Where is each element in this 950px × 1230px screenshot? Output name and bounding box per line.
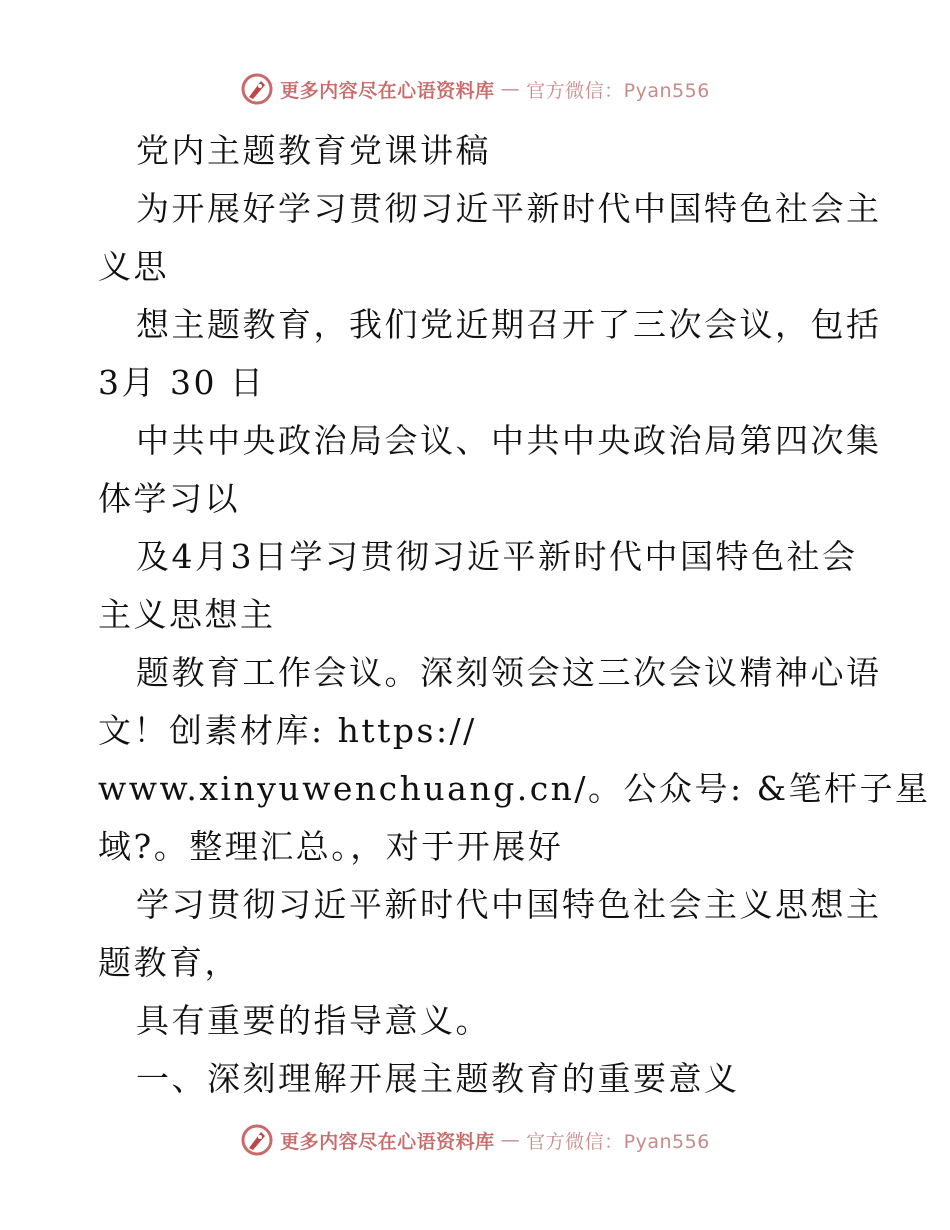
paragraph-line: 主义思想主 <box>98 595 276 634</box>
footer-watermark <box>0 1120 950 1160</box>
paragraph-line: 题教育工作会议。深刻领会这三次会议精神心语 <box>136 653 882 692</box>
paragraph-line: 学习贯彻习近平新时代中国特色社会主义思想主 <box>136 885 882 924</box>
paragraph-line: 体学习以 <box>98 479 240 518</box>
paragraph-line: 具有重要的指导意义。 <box>136 1001 491 1040</box>
paragraph-line: 题教育， <box>98 943 240 982</box>
watermark-separator: — <box>500 1129 521 1151</box>
paragraph-line: 3月 30 日 <box>98 363 266 402</box>
watermark-text: 更多内容尽在心语资料库 <box>280 1130 495 1153</box>
paragraph-line: 为开展好学习贯彻习近平新时代中国特色社会主 <box>136 189 882 228</box>
paragraph-line: 义思 <box>98 247 169 286</box>
paragraph-line: www.xinyuwenchuang.cn/。公众号: &笔杆子星 <box>98 769 931 808</box>
document-title: 党内主题教育党课讲稿 <box>136 131 491 170</box>
section-heading: 一、深刻理解开展主题教育的重要意义 <box>136 1059 740 1098</box>
pen-nib-logo-icon <box>240 72 274 106</box>
paragraph-line: 中共中央政治局会议、中共中央政治局第四次集 <box>136 421 882 460</box>
header-watermark <box>0 69 950 109</box>
watermark-contact: 官方微信：Pyan556 <box>526 1130 710 1153</box>
paragraph-line: 及4月3日学习贯彻习近平新时代中国特色社会 <box>136 537 858 576</box>
pen-nib-logo-icon <box>240 1123 274 1157</box>
paragraph-line: 域?。整理汇总。，对于开展好 <box>98 827 564 866</box>
paragraph-line: 想主题教育，我们党近期召开了三次会议，包括 <box>136 305 882 344</box>
watermark-text: 更多内容尽在心语资料库 <box>280 79 495 102</box>
document-body <box>98 122 931 1108</box>
paragraph-line: 文！创素材库: https:// <box>98 711 477 750</box>
watermark-contact: 官方微信：Pyan556 <box>526 79 710 102</box>
watermark-separator: — <box>500 78 521 100</box>
